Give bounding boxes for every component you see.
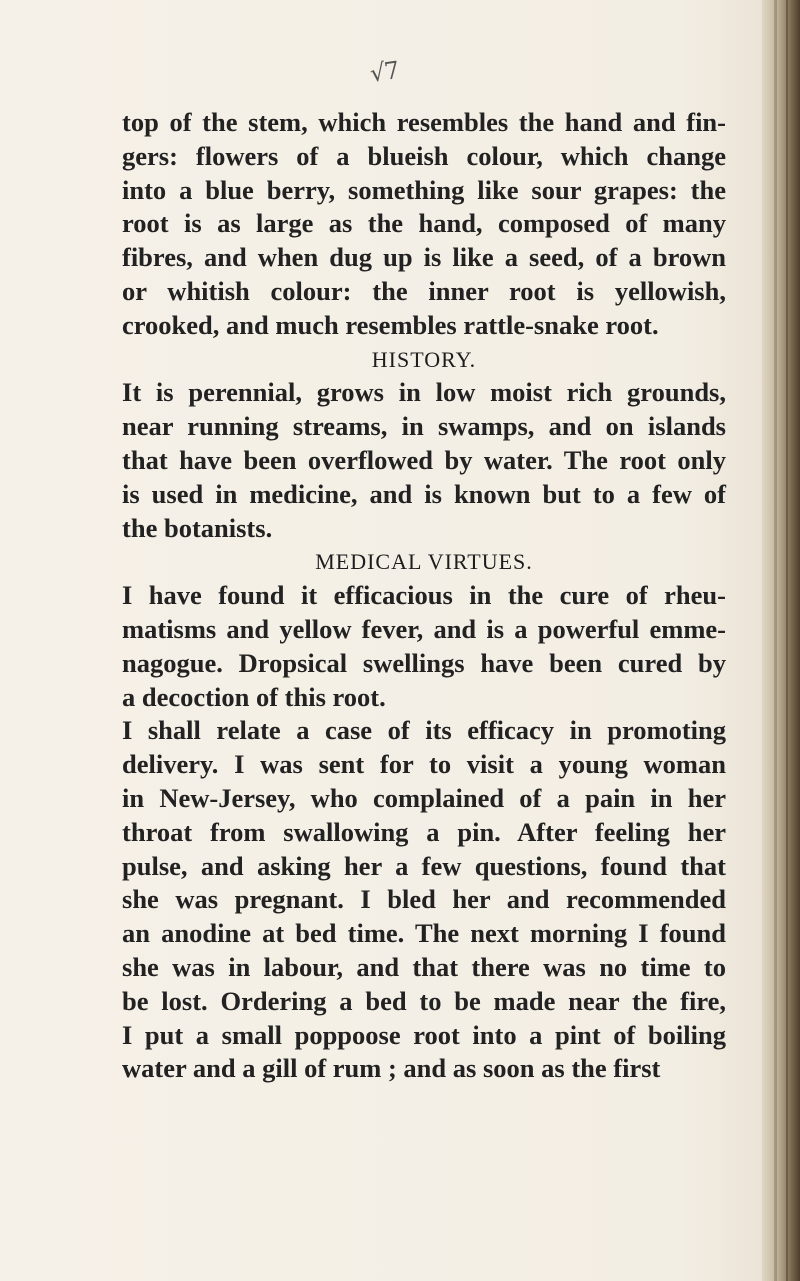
text-line: an anodine at bed time. The next morning I found — [122, 918, 726, 949]
text-line: delivery. I was sent for to visit a young woman — [122, 749, 726, 780]
section-heading-medical-virtues: MEDICAL VIRTUES. — [315, 549, 533, 575]
text-line: crooked, and much resembles rattle-snake root. — [122, 309, 659, 340]
text-line: I put a small poppoose root into a pint of boiling — [122, 1019, 726, 1050]
text-line: I shall relate a case of its efficacy in promoting — [122, 715, 726, 746]
text-line: be lost. Ordering a bed to be made near the fire, — [122, 985, 726, 1016]
text-line: she was in labour, and that there was no time to — [122, 951, 726, 982]
text-line: in New-Jersey, who complained of a pain in her — [122, 782, 726, 813]
section-heading-history: HISTORY. — [371, 346, 477, 372]
text-line: the botanists. — [122, 512, 273, 543]
text-line: matisms and yellow fever, and is a powerful emme- — [122, 613, 726, 644]
text-line: that have been overflowed by water. The root only — [122, 444, 726, 475]
text-line: is used in medicine, and is known but to a few of — [122, 478, 726, 509]
text-line: pulse, and asking her a few questions, found that — [122, 850, 726, 881]
text-line: fibres, and when dug up is like a seed, of a brown — [122, 242, 726, 273]
text-line: It is perennial, grows in low moist rich grounds, — [122, 377, 726, 408]
text-line: she was pregnant. I bled her and recommended — [122, 884, 726, 915]
text-line: or whitish colour: the inner root is yellowish, — [122, 275, 726, 306]
text-line: into a blue berry, something like sour grapes: the — [122, 174, 726, 205]
text-line: a decoction of this root. — [122, 681, 386, 712]
text-line: gers: flowers of a blueish colour, which change — [122, 140, 726, 171]
text-line: root is as large as the hand, composed of many — [122, 208, 726, 239]
text-line: I have found it efficacious in the cure of rheu- — [122, 580, 726, 611]
text-line: near running streams, in swamps, and on islands — [122, 411, 726, 442]
page-mark: √7 — [368, 56, 401, 88]
book-binding-edge — [762, 0, 800, 1281]
page-text — [122, 106, 726, 1086]
text-line: top of the stem, which resembles the hand and fin- — [122, 107, 726, 137]
text-line: throat from swallowing a pin. After feeling her — [122, 816, 726, 847]
text-line: nagogue. Dropsical swellings have been cured by — [122, 647, 726, 678]
text-line: water and a gill of rum ; and as soon as the first — [122, 1053, 661, 1084]
